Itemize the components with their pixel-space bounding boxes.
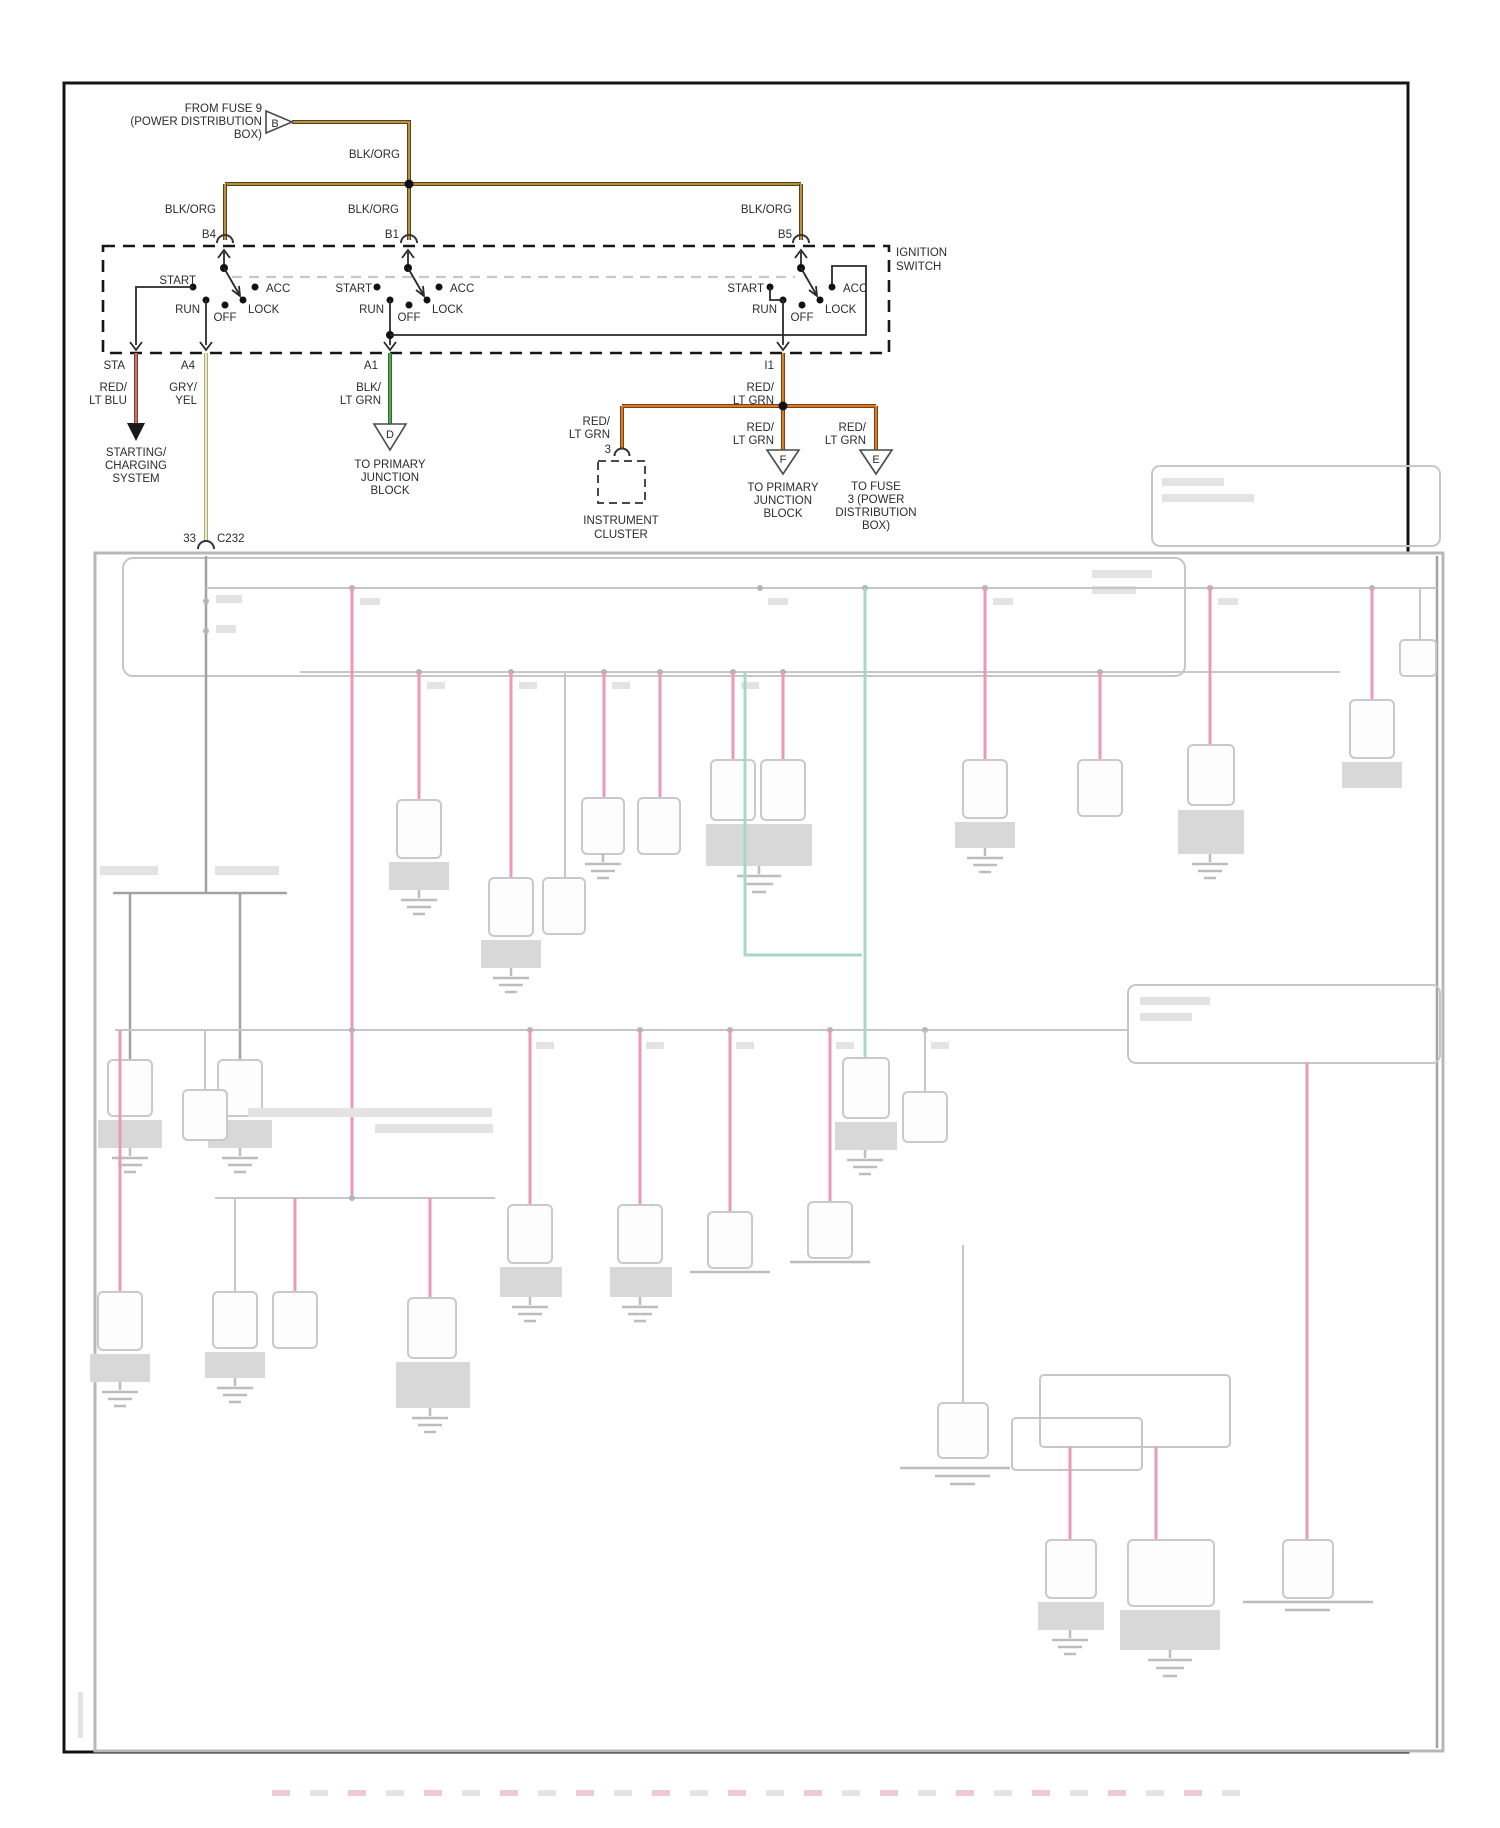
source-label-line2: (POWER DISTRIBUTION [130, 116, 262, 128]
b4-wire-label: BLK/ORG [164, 204, 216, 216]
pole3-off-label: OFF [790, 312, 814, 324]
sta-wire-label-line2: LT BLU [89, 395, 127, 407]
switch-box-label-line2: SWITCH [896, 261, 942, 273]
pole1-off-label: OFF [213, 312, 237, 324]
connector-e-letter: E [872, 454, 880, 466]
cluster-pin-arc [615, 449, 630, 456]
switch-box-label-line1: IGNITION [896, 247, 948, 259]
faded-diagram-layer [78, 466, 1443, 1793]
c232-connector-arc [198, 541, 214, 549]
c232-connector-label: C232 [217, 533, 245, 545]
terminal-sta: STA [103, 360, 125, 372]
pole2-off-label: OFF [397, 312, 421, 324]
i1-junction-dot [779, 402, 788, 411]
f-dest-line1: TO PRIMARY [747, 482, 819, 494]
terminal-b5: B5 [777, 229, 792, 241]
a1-wire-label-line2: LT GRN [339, 395, 381, 407]
sta-dest-line1: STARTING/ [105, 447, 167, 459]
f-dest-line3: BLOCK [763, 508, 803, 520]
f-wire-label-line2: LT GRN [732, 435, 774, 447]
e-dest-line3: DISTRIBUTION [835, 507, 917, 519]
a4-wire-label-line2: YEL [175, 395, 197, 407]
source-label-line1: FROM FUSE 9 [184, 103, 262, 115]
switch-pole-2 [374, 250, 867, 350]
f-wire-label-line1: RED/ [746, 422, 774, 434]
pole1-run-label: RUN [175, 304, 200, 316]
d-dest-line1: TO PRIMARY [354, 459, 426, 471]
pole2-run-label: RUN [359, 304, 384, 316]
cluster-dest-line2: CLUSTER [594, 529, 648, 541]
b1-wire-label: BLK/ORG [347, 204, 399, 216]
connector-d-letter: D [386, 429, 394, 441]
pole2-acc-label: ACC [450, 283, 475, 295]
sta-dest-line2: CHARGING [105, 460, 167, 472]
e-wire-label-line2: LT GRN [824, 435, 866, 447]
d-dest-line2: JUNCTION [360, 472, 420, 484]
pole3-start-label: START [727, 283, 764, 295]
connector-b-letter: B [271, 118, 279, 130]
pole2-start-label: START [335, 283, 372, 295]
cluster-wire-label-line2: LT GRN [568, 429, 610, 441]
source-label-line3: BOX) [233, 129, 262, 141]
ignition-switch-schematic [89, 103, 947, 549]
pole1-acc-label: ACC [266, 283, 291, 295]
pole1-start-label: START [159, 275, 196, 287]
sta-wire-label-line1: RED/ [99, 382, 127, 394]
terminal-i1: I1 [764, 360, 774, 372]
instrument-cluster-box [598, 461, 645, 503]
i1-wire-label-line1: RED/ [746, 382, 774, 394]
sta-arrowhead [127, 423, 145, 441]
i1-wire-label-line2: LT GRN [732, 395, 774, 407]
a1-wire-label-line1: BLK/ [356, 382, 381, 394]
switch-pole-1 [130, 250, 259, 350]
feed-junction-dot [405, 180, 414, 189]
c232-pin-label: 33 [183, 533, 196, 545]
pole3-lock-label: LOCK [825, 304, 857, 316]
terminal-a4: A4 [180, 360, 195, 372]
e-wire-label-line1: RED/ [838, 422, 866, 434]
e-dest-line2: 3 (POWER [847, 494, 905, 506]
feed-wire-label: BLK/ORG [348, 149, 400, 161]
terminal-b4: B4 [201, 229, 216, 241]
connector-b-triangle [266, 111, 292, 133]
cluster-wire-label-line1: RED/ [582, 416, 610, 428]
pole1-lock-label: LOCK [248, 304, 280, 316]
a4-wire-label-line1: GRY/ [169, 382, 197, 394]
connector-f-letter: F [779, 454, 787, 466]
e-dest-line4: BOX) [861, 520, 891, 532]
pole2-lock-label: LOCK [432, 304, 464, 316]
d-dest-line3: BLOCK [370, 485, 410, 497]
terminal-b1: B1 [384, 229, 399, 241]
sta-dest-line3: SYSTEM [112, 473, 160, 485]
f-dest-line2: JUNCTION [753, 495, 813, 507]
pole3-run-label: RUN [752, 304, 777, 316]
cluster-dest-line1: INSTRUMENT [583, 515, 659, 527]
pole3-acc-label: ACC [843, 283, 868, 295]
cluster-pin-label: 3 [604, 444, 611, 456]
e-dest-line1: TO FUSE [851, 481, 901, 493]
terminal-a1: A1 [363, 360, 378, 372]
b5-wire-label: BLK/ORG [740, 204, 792, 216]
